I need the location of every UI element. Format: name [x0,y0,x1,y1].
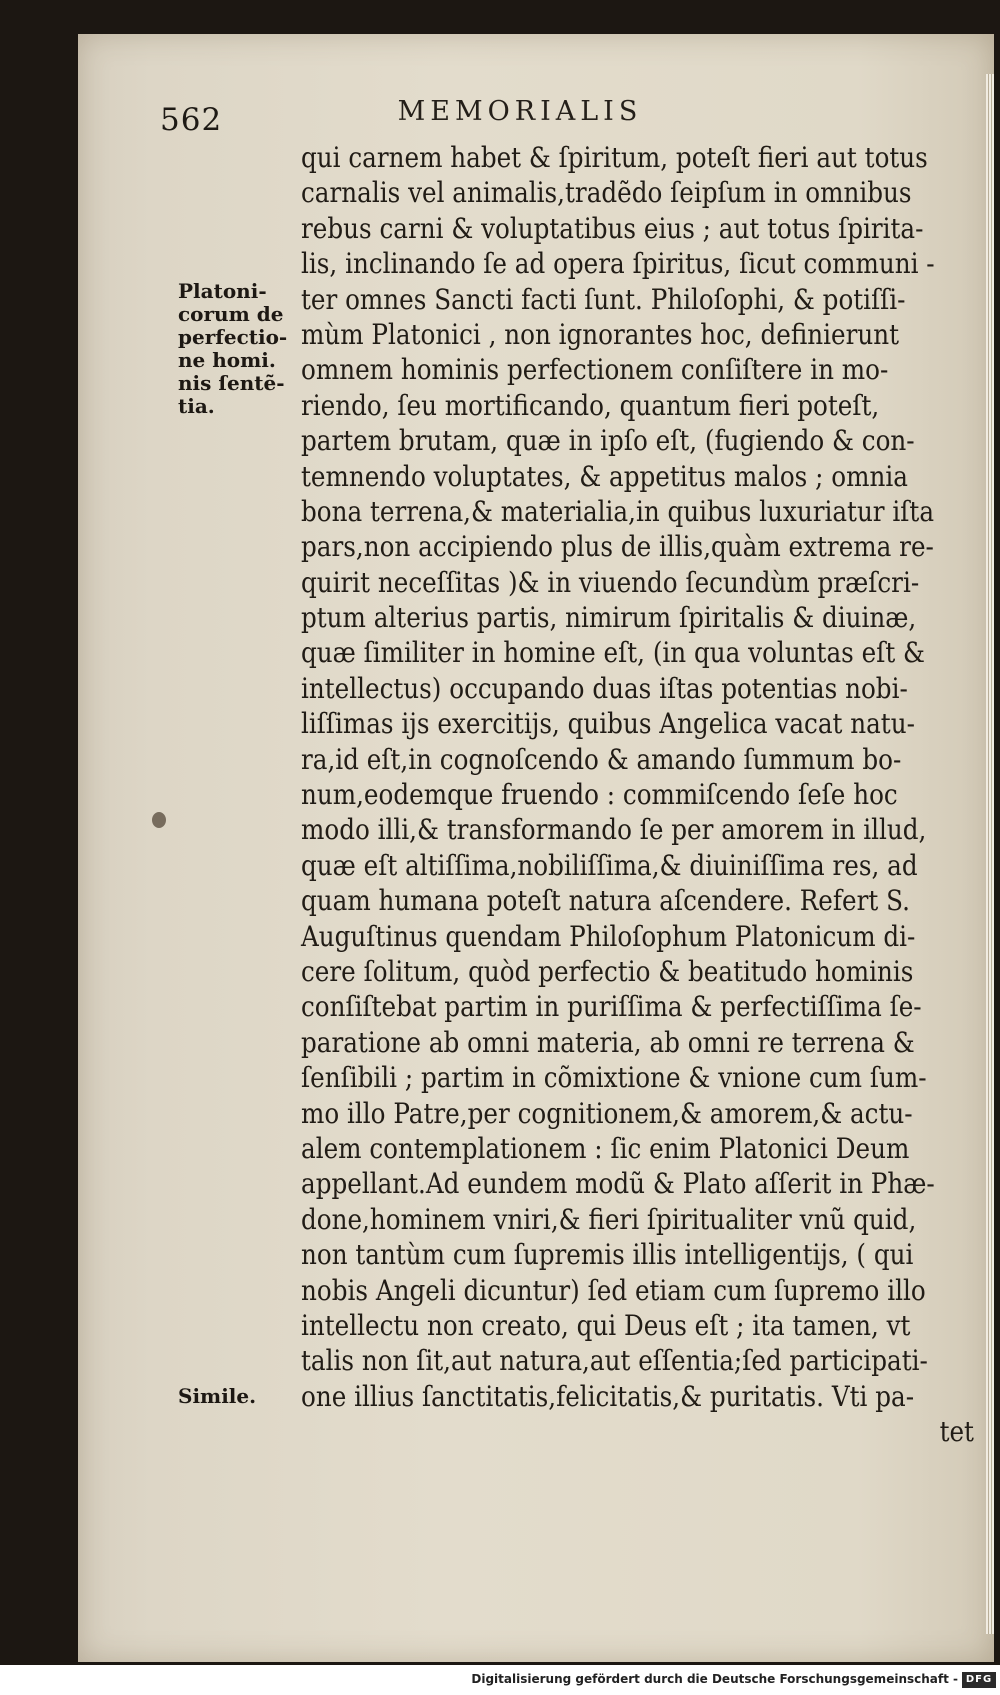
text-line: num,eodemque fruendo : commiſcendo ſeſe hoc [301,778,898,812]
text-line: intellectus) occupando duas iſtas potentias nobi- [301,671,908,705]
digitization-footer [0,1670,1000,1695]
text-line: temnendo voluptates, & appetitus malos ; omnia [301,459,908,493]
text-line: mo illo Patre,per cognitionem,& amorem,& actu- [301,1096,913,1130]
text-line: quæ ſimiliter in homine eſt, (in qua voluntas eſt & [301,636,925,670]
margin-note-line: Simile. [178,1384,257,1408]
text-line: ra,id eſt,in cognoſcendo & amando ſummum bo- [301,742,902,776]
page-number: 562 [160,102,223,138]
text-line: nobis Angeli dicuntur) ſed etiam cum ſupremo illo [301,1273,926,1307]
text-line: alem contemplationem : ſic enim Platonici Deum [301,1131,910,1165]
text-line: talis non ſit,aut natura,aut eſſentia;ſed participati- [301,1344,928,1378]
text-line: qui carnem habet & ſpiritum, poteſt fieri aut totus [301,141,928,174]
margin-note-line: Platoni- [178,279,267,303]
text-line: modo illi,& transformando ſe per amorem in illud, [301,813,927,847]
text-line: one illius ſanctitatis,felicitatis,& puritatis. Vti pa- [301,1379,915,1413]
dfg-logo: DFG [962,1672,996,1688]
text-line: appellant.Ad eundem modũ & Plato aſſerit in Phæ- [301,1167,935,1201]
margin-note-line: perfectio- [178,325,288,349]
text-line: quam humana poteſt natura aſcendere. Refert S. [301,884,910,918]
text-line: lis, inclinando ſe ad opera ſpiritus, ſicut communi - [301,247,935,281]
text-line: quirit neceſſitas )& in viuendo ſecundùm præſcri- [301,565,920,599]
text-line: conſiſtebat partim in puriſſima & perfectiſſima ſe- [301,990,922,1024]
text-line: ſenſibili ; partim in cõmixtione & vnione cum ſum- [301,1061,927,1095]
margin-note-line: ne homi. [178,348,276,372]
margin-note-simile [178,1385,298,1408]
text-line: done,hominem vniri,& fieri ſpiritualiter vnũ quid, [301,1202,917,1236]
text-line: riendo, ſeu mortificando, quantum fieri poteſt, [301,388,880,422]
text-line: liſſimas ijs exercitijs, quibus Angelica vacat natu- [301,707,915,741]
ink-spot [152,812,166,828]
text-line: carnalis vel animalis,tradẽdo ſeipſum in omnibus [301,176,912,210]
text-line: partem brutam, quæ in ipſo eſt, (fugiendo & con- [301,424,915,458]
text-line: bona terrena,& materialia,in quibus luxuriatur iſta [301,494,935,528]
text-line: ter omnes Sancti facti ſunt. Philoſophi, & potiſſi- [301,282,906,316]
margin-note-line: corum de [178,302,284,326]
text-line: pars,non accipiendo plus de illis,quàm extrema re- [301,530,934,564]
text-line: Auguſtinus quendam Philoſophum Platonicum di- [301,919,916,953]
text-line: rebus carni & voluptatibus eius ; aut totus ſpirita- [301,211,924,245]
margin-note-line: tia. [178,394,215,418]
margin-note-platonic [178,280,298,418]
text-line: mùm Platonici , non ignorantes hoc, definierunt [301,317,900,351]
text-line: quæ eſt altiſſima,nobiliſſima,& diuiniſſima res, ad [301,848,918,882]
text-line: ptum alterius partis, nimirum ſpiritalis & diuinæ, [301,601,917,635]
margin-note-line: nis ſentẽ- [178,371,285,395]
body-text [301,140,981,1449]
text-line: non tantùm cum ſupremis illis intelligentijs, ( qui [301,1238,914,1272]
text-line: omnem hominis perfectionem conſiſtere in mo- [301,353,889,387]
text-line: cere ſolitum, quòd perfectio & beatitudo hominis [301,954,914,988]
text-line: paratione ab omni materia, ab omni re terrena & [301,1025,915,1059]
catchword: tet [939,1415,974,1449]
text-line: intellectu non creato, qui Deus eſt ; ita tamen, vt [301,1308,911,1342]
running-head: MEMORIALIS [397,96,643,127]
footer-credit: Digitalisierung gefördert durch die Deutsche Forschungsgemeinschaft - [471,1672,958,1686]
page-edge [986,74,994,1634]
